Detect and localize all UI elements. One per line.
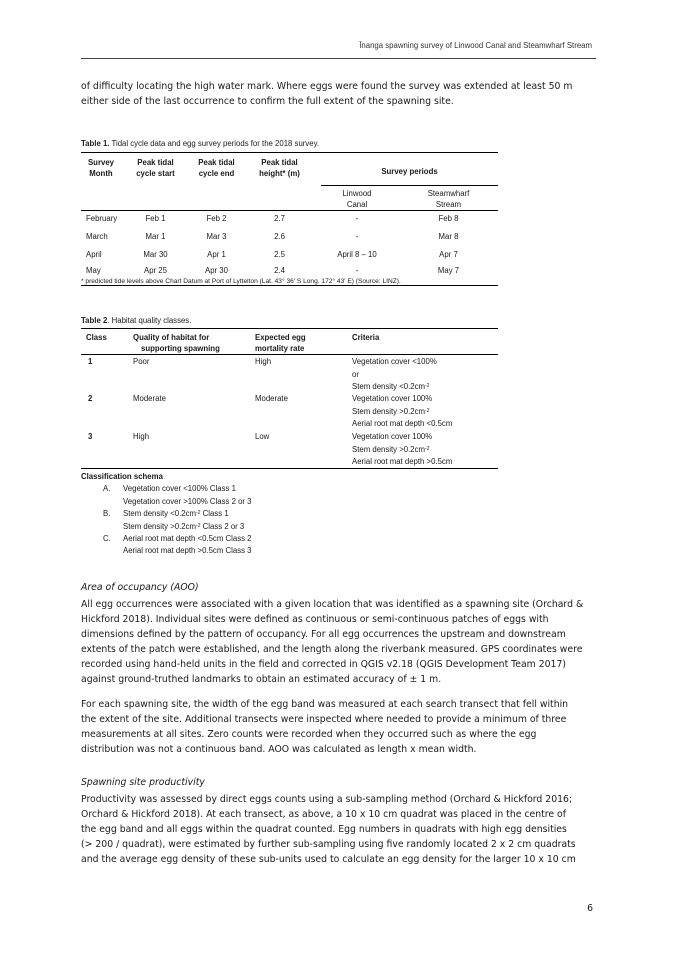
- productivity-heading: Spawning site productivity: [81, 777, 205, 788]
- table2-caption: [81, 316, 191, 325]
- table2-top-rule: [81, 328, 498, 329]
- list-item: A. Vegetation cover <100% Class 1: [103, 484, 236, 494]
- table1-header-linwood: Linwood Canal: [342, 189, 372, 209]
- table1-caption: [81, 139, 319, 148]
- table2-header-criteria: Criteria: [352, 333, 380, 342]
- table1-subheader-rule: [321, 185, 498, 186]
- running-header: Īnanga spawning survey of Linwood Canal and Steamwharf Stream: [359, 41, 592, 50]
- aoo-paragraph-2: For each spawning site, the width of the egg band was measured at each search transect that fell within the extent of the site. Additional transects were inspected where needed to provide a minimum of three measurements at all sites. Zero counts were recorded when they occurred such as where the egg distribution was not a continuous band. AOO was calculated as length x mean width.: [81, 699, 569, 756]
- table1-caption-label: Table 1.: [81, 139, 110, 148]
- table1-header-rule: [81, 210, 498, 211]
- list-item: Aerial root mat depth >0.5cm Class 3: [123, 546, 252, 556]
- classification-schema: [81, 471, 252, 558]
- table1-header-end: Peak tidal cycle end: [198, 158, 235, 178]
- table2-header-mortality: Expected egg mortality rate: [255, 333, 306, 353]
- productivity-paragraph: Productivity was assessed by direct eggs counts using a sub-sampling method (Orchard & Hickford 2016; Orchard & Hickford 2018). At each transect, as above, a 10 x 10 cm quadrat was placed in the centre of the egg band and all eggs within the quadrat counted. Egg numbers in quadrats with high egg densities (> 200 / quadrat), were estimated by further sub-sampling using five randomly located 2 x 2 cm quadrats and the average egg density of these sub-units used to calculate an egg density for the larger 10 x 10 cm: [81, 794, 576, 866]
- list-item: Vegetation cover >100% Class 2 or 3: [123, 496, 252, 506]
- header-divider: [81, 58, 596, 59]
- aoo-paragraph-1: All egg occurrences were associated with a given location that was identified as a spawning site (Orchard & Hickford 2018). Individual sites were defined as continuous or semi-continuous patches of eggs with dimensions defined by the pattern of occupancy. For all egg occurrences the upstream and downstream extents of the patch were established, and the length along the riverbank measured. GPS coordinates were recorded using hand-held units in the field and corrected in QGIS v2.18 (QGIS Development Team 2017) against ground-truthed landmarks to obtain an estimated accuracy of ± 1 m.: [81, 599, 584, 686]
- table1-top-rule: [81, 152, 498, 153]
- table2-bottom-rule: [81, 468, 498, 469]
- list-item: B. Stem density $<0.2cm^{-2}$ Class 1: [103, 509, 229, 519]
- table2-caption-text: . Habitat quality classes.: [107, 316, 192, 325]
- table1-bottom-rule: [81, 285, 498, 286]
- intro-paragraph: [81, 79, 596, 109]
- intro-line-2: either side of the last occurrence to confirm the full extent of the spawning site.: [81, 96, 454, 108]
- list-item: C. Aerial root mat depth <0.5cm Class 2: [103, 533, 252, 543]
- table2-header-rule: [81, 354, 498, 355]
- schema-title: Classification schema: [81, 472, 163, 481]
- aoo-heading: Area of occupancy (AOO): [81, 582, 199, 593]
- list-item: Stem density $>0.2cm^{-2}$ Class 2 or 3: [123, 521, 245, 531]
- table1-header-start: Peak tidal cycle start: [136, 158, 175, 178]
- table1-header-periods: Survey periods: [381, 167, 438, 176]
- table1-footnote: * predicted tide levels above Chart Datum at Port of Lyttelton (Lat. 43° 36' S Long. 172° 43' E) (Source: LINZ).: [81, 278, 401, 285]
- intro-line-1: of difficulty locating the high water mark. Where eggs were found the survey was extended at least 50 m: [81, 81, 573, 92]
- table1-caption-text: Tidal cycle data and egg survey periods for the 2018 survey.: [109, 139, 320, 148]
- page-number: 6: [587, 903, 593, 914]
- table2-header-class: Class: [86, 333, 107, 342]
- table2-header-quality: Quality of habitat for supporting spawning: [133, 333, 220, 353]
- table1-header-height: Peak tidal height* (m): [259, 158, 300, 178]
- table1-header-month: Survey Month: [87, 158, 114, 178]
- table2-caption-label: Table 2: [81, 316, 108, 325]
- table1-header-steamwharf: Steamwharf Stream: [427, 189, 470, 209]
